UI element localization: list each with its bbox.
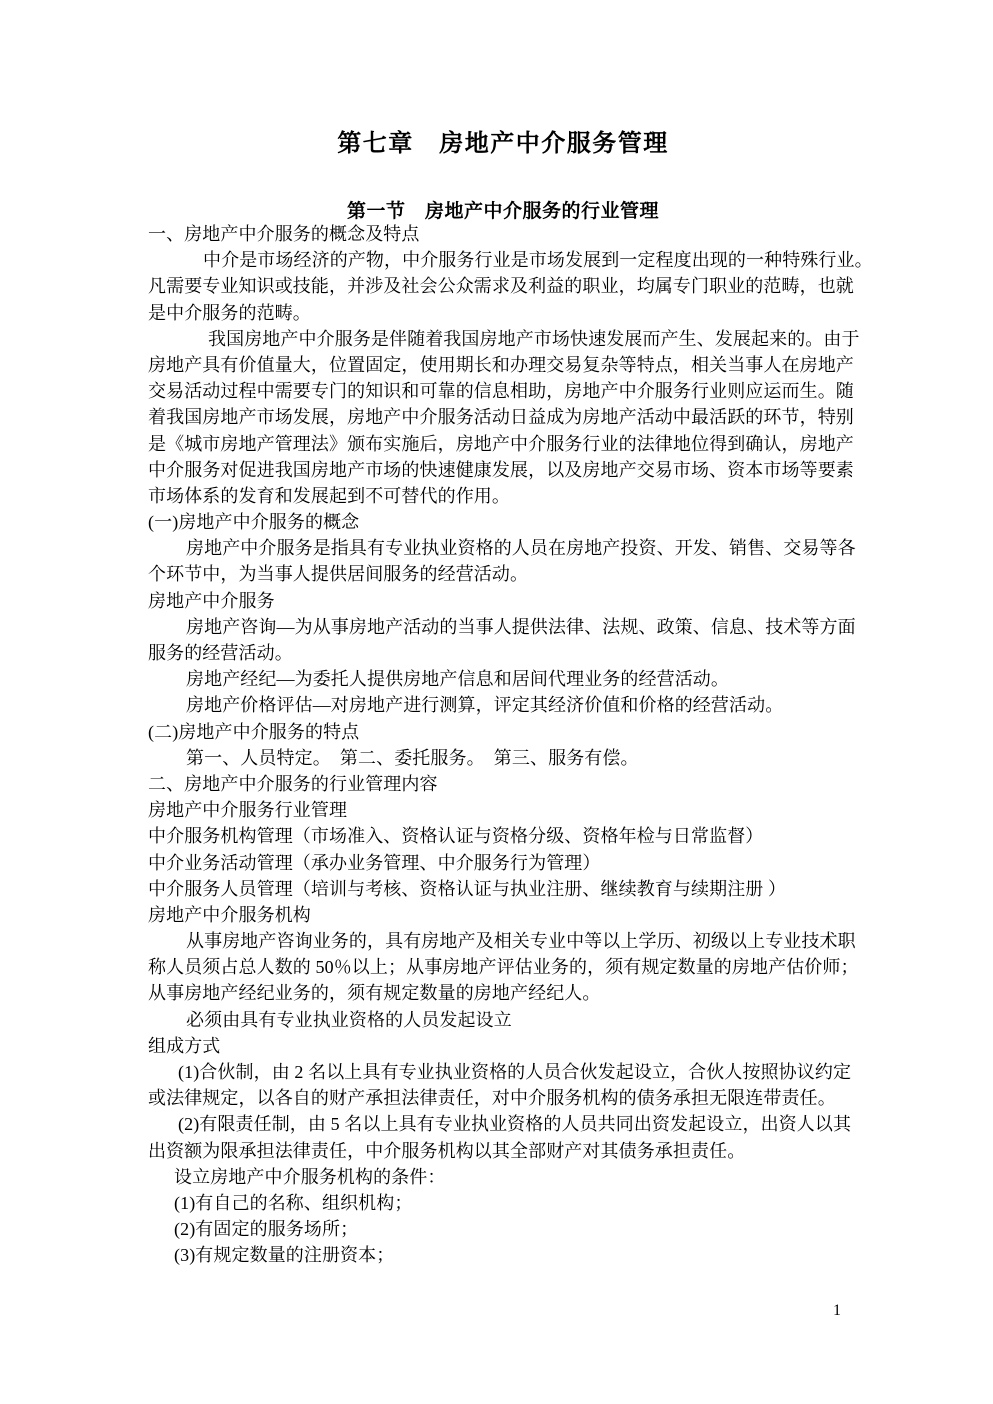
text-line: 我国房地产中介服务是伴随着我国房地产市场快速发展而产生、发展起来的。由于 (208, 328, 860, 349)
text-line: 凡需要专业知识或技能，并涉及社会公众需求及利益的职业，均属专门职业的范畴，也就 (148, 276, 854, 297)
list-heading-1: 一、房地产中介服务的概念及特点 (148, 224, 420, 244)
text-line: 房地产经纪—为委托人提供房地产信息和居间代理业务的经营活动。 (186, 669, 729, 690)
text-line: 房地产价格评估—对房地产进行测算，评定其经济价值和价格的经营活动。 (186, 695, 784, 716)
text-line: (2)有固定的服务场所； (174, 1219, 359, 1240)
text-line: 市场体系的发育和发展起到不可替代的作用。 (148, 485, 510, 506)
text-line: 着我国房地产市场发展，房地产中介服务活动日益成为房地产活动中最活跃的环节，特别 (148, 407, 854, 428)
text-line: 交易活动过程中需要专门的知识和可靠的信息相助，房地产中介服务行业则应运而生。随 (148, 381, 854, 402)
subheading-features: (二)房地产中介服务的特点 (148, 721, 360, 742)
text-line: 房地产具有价值量大，位置固定，使用期长和办理交易复杂等特点，相关当事人在房地产 (148, 354, 854, 375)
text-line: 中介服务机构管理（市场准入、资格认证与资格分级、资格年检与日常监督） (148, 826, 764, 847)
text-line: 中介业务活动管理（承办业务管理、中介服务行为管理） (148, 852, 601, 873)
text-line: 是中介服务的范畴。 (148, 302, 311, 323)
text-line: (1)合伙制，由 2 名以上具有专业执业资格的人员合伙发起设立，合伙人按照协议约定 (178, 1062, 852, 1082)
text-line: 房地产中介服务行业管理 (148, 800, 348, 821)
text-line: (1)有自己的名称、组织机构； (174, 1192, 413, 1213)
subheading-concept: (一)房地产中介服务的概念 (148, 512, 360, 533)
text-line: 房地产咨询—为从事房地产活动的当事人提供法律、法规、政策、信息、技术等方面 (186, 616, 856, 637)
text-line: 是《城市房地产管理法》颁布实施后，房地产中介服务行业的法律地位得到确认，房地产 (148, 433, 854, 454)
text-line: 从事房地产经纪业务的，须有规定数量的房地产经纪人。 (148, 983, 601, 1004)
text-line: (2)有限责任制，由 5 名以上具有专业执业资格的人员共同出资发起设立，出资人以其 (178, 1114, 852, 1135)
text-line: 服务的经营活动。 (148, 643, 293, 663)
text-line: 第一、人员特定。 第二、委托服务。 第三、服务有偿。 (186, 747, 639, 768)
text-line: 组成方式 (148, 1035, 221, 1056)
text-line: 中介是市场经济的产物，中介服务行业是市场发展到一定程度出现的一种特殊行业。 (203, 250, 873, 271)
text-line: 房地产中介服务是指具有专业执业资格的人员在房地产投资、开发、销售、交易等各 (186, 538, 856, 559)
page-number: 1 (833, 1302, 841, 1319)
text-line: 设立房地产中介服务机构的条件： (174, 1166, 446, 1187)
text-line: 出资额为限承担法律责任，中介服务机构以其全部财产对其债务承担责任。 (148, 1140, 746, 1161)
text-line: 房地产中介服务机构 (148, 904, 311, 925)
text-line: 必须由具有专业执业资格的人员发起设立 (186, 1009, 512, 1030)
text-line: 称人员须占总人数的 50％以上；从事房地产评估业务的，须有规定数量的房地产估价师； (148, 957, 859, 978)
section-heading: 第一节 房地产中介服务的行业管理 (346, 201, 659, 222)
text-line: 中介服务对促进我国房地产市场的快速健康发展，以及房地产交易市场、资本市场等要素 (148, 459, 854, 480)
chapter-title: 第七章 房地产中介服务管理 (337, 131, 669, 157)
text-line: 中介服务人员管理（培训与考核、资格认证与执业注册、继续教育与续期注册 ） (148, 878, 787, 899)
document-body (148, 221, 873, 1269)
list-heading-2: 二、房地产中介服务的行业管理内容 (148, 773, 438, 794)
text-line: 或法律规定，以各自的财产承担法律责任，对中介服务机构的债务承担无限连带责任。 (148, 1088, 836, 1109)
text-line: (3)有规定数量的注册资本； (174, 1245, 395, 1266)
text-line: 从事房地产咨询业务的，具有房地产及相关专业中等以上学历、初级以上专业技术职 (186, 931, 856, 952)
text-line: 房地产中介服务 (148, 590, 275, 611)
text-line: 个环节中，为当事人提供居间服务的经营活动。 (148, 564, 529, 585)
